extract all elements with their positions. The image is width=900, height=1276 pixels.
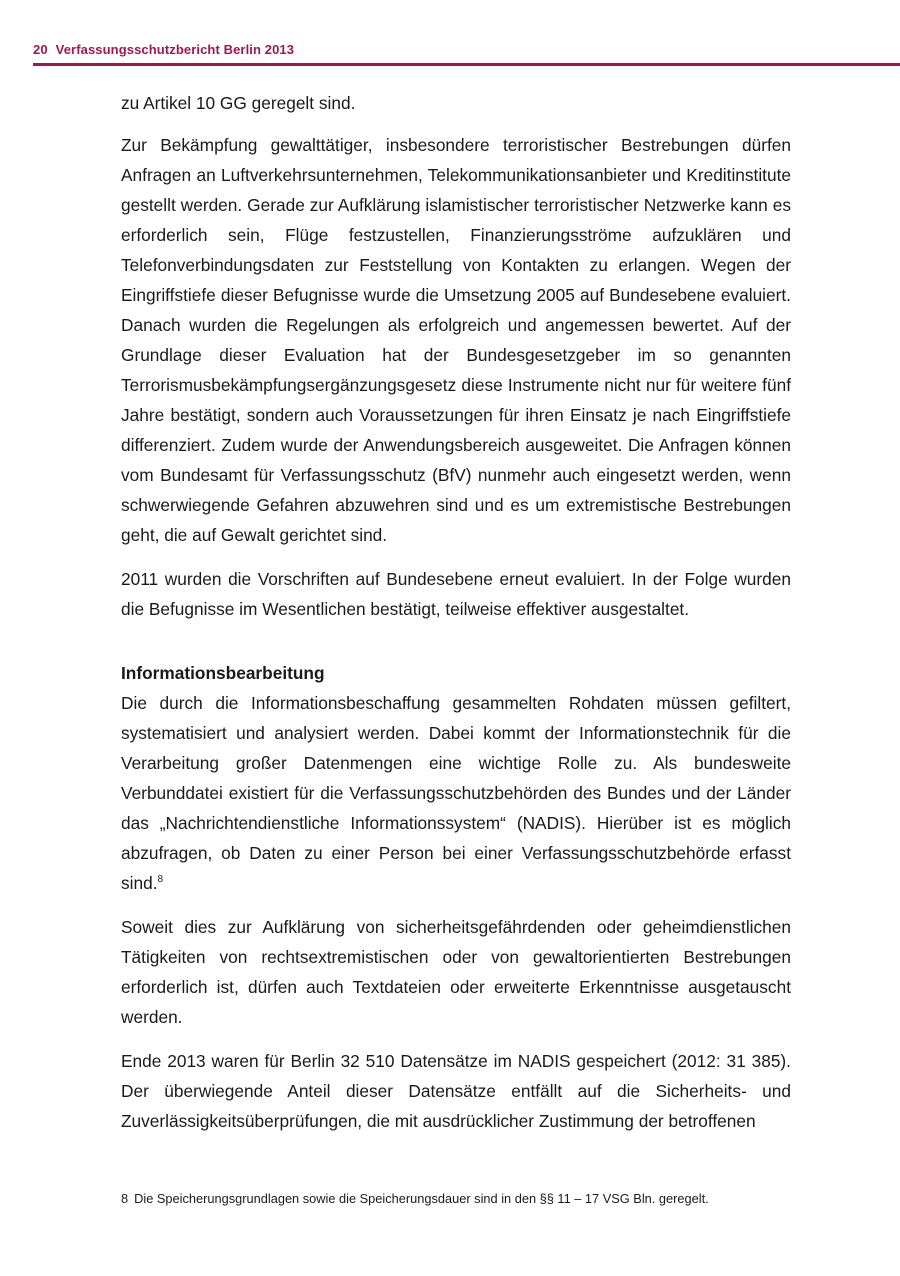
paragraph-5: Soweit dies zur Aufklärung von sicherheitsgefährdenden oder geheimdienstlichen Tätigkeiten von rechtsextremistischen oder von gewaltorientierten Bestrebungen erforderlich ist, dürfen auch Textdateien oder erweiterte Erkenntnisse ausgetauscht werden. — [121, 917, 791, 1027]
footnote-text: Die Speicherungsgrundlagen sowie die Speicherungsdauer sind in den §§ 11 – 17 VSG Bln. geregelt. — [134, 1191, 709, 1206]
page-body — [121, 88, 791, 1150]
page-number: 20 — [33, 42, 48, 57]
paragraph-1: zu Artikel 10 GG geregelt sind. — [121, 93, 356, 113]
footnote-reference[interactable]: 8 — [157, 874, 164, 886]
document-title: Verfassungsschutzbericht Berlin 2013 — [55, 42, 295, 57]
footnote-number: 8 — [121, 1191, 129, 1206]
running-header — [33, 40, 900, 66]
paragraph-2: Zur Bekämpfung gewalttätiger, insbesondere terroristischer Bestrebungen dürfen Anfragen an Luftverkehrsunternehmen, Telekommunikationsanbieter und Kreditinstitute gestellt werden. Gerade zur Aufklärung islamistischer terroristischer Netzwerke kann es erforderlich sein, Flüge festzustellen, Finanzierungsströme aufzuklären und Telefonverbindungsdaten zur Feststellung von Kontakten zu erlangen. Wegen der Eingriffstiefe dieser Befugnisse wurde die Umsetzung 2005 auf Bundesebene evaluiert. Danach wurden die Regelungen als erfolgreich und angemessen bewertet. Auf der Grundlage dieser Evaluation hat der Bundesgesetzgeber im so genannten Terrorismusbekämpfungsergänzungsgesetz diese Instrumente nicht nur für weitere fünf Jahre bestätigt, sondern auch Voraussetzungen für ihren Einsatz je nach Eingriffstiefe differenziert. Zudem wurde der Anwendungsbereich ausgeweitet. Die Anfragen können vom Bundesamt für Verfassungsschutz (BfV) nunmehr auch eingesetzt werden, wenn schwerwiegende Gefahren abzuwehren sind und es um extremistische Bestrebungen geht, die auf Gewalt gerichtet sind. — [121, 135, 791, 545]
paragraph-4 — [121, 688, 791, 898]
section-heading: Informationsbearbeitung — [121, 663, 325, 683]
footnote — [121, 1190, 821, 1208]
paragraph-6: Ende 2013 waren für Berlin 32 510 Datensätze im NADIS gespeichert (2012: 31 385). Der überwiegende Anteil dieser Datensätze entfällt auf die Sicherheits- und Zuverlässigkeitsüberprüfungen, die mit ausdrücklicher Zustimmung der betroffenen — [121, 1051, 791, 1131]
paragraph-4-text: Die durch die Informationsbeschaffung gesammelten Rohdaten müssen gefiltert, systematisiert und analysiert werden. Dabei kommt der Informationstechnik für die Verarbeitung großer Datenmengen eine wichtige Rolle zu. Als bundesweite Verbunddatei existiert für die Verfassungsschutzbehörden des Bundes und der Länder das „Nachrichtendienstliche Informationssystem“ (NADIS). Hierüber ist es möglich abzufragen, ob Daten zu einer Person bei einer Verfassungsschutzbehörde erfasst sind. — [121, 693, 791, 893]
paragraph-3: 2011 wurden die Vorschriften auf Bundesebene erneut evaluiert. In der Folge wurden die Befugnisse im Wesentlichen bestätigt, teilweise effektiver ausgestaltet. — [121, 569, 791, 619]
header-line — [33, 40, 900, 60]
